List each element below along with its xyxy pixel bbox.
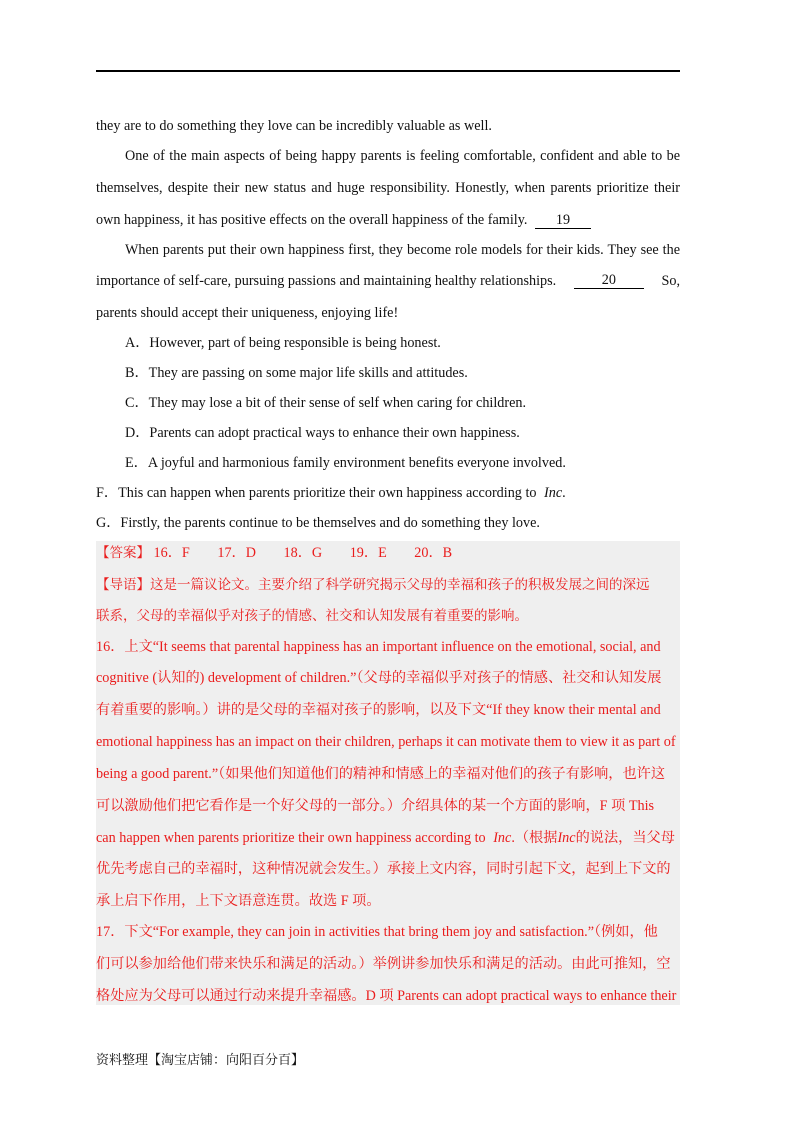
explain16-text: can happen when parents prioritize their own happiness according to <box>96 830 486 846</box>
explain16-line9: 承上启下作用，上下文语意连贯。故选 F 项。 <box>96 893 381 909</box>
header-rule <box>96 70 680 72</box>
explain16-source: Inc <box>493 830 512 846</box>
explain16-text: 的说法，当父母 <box>575 830 675 846</box>
passage-para2-line3 <box>96 212 680 229</box>
option-d: D．Parents can adopt practical ways to enhance their own happiness. <box>125 425 520 441</box>
explain17-line1: 17．下文“For example, they can join in activities that bring them joy and satisfaction.”（例如，他 <box>96 924 658 940</box>
guide-line2: 联系，父母的幸福似乎对孩子的情感、社交和认知发展有着重要的影响。 <box>96 608 528 624</box>
guide-text: 这是一篇议论文。主要介绍了科学研究揭示父母的幸福和孩子的积极发展之间的深远 <box>150 577 650 593</box>
passage-text: importance of self-care, pursuing passions and maintaining healthy relationships. <box>96 273 557 289</box>
passage-text: own happiness, it has positive effects on the overall happiness of the family. <box>96 212 528 228</box>
answer-19: 19．E <box>349 545 387 561</box>
explain16-line1: 16．上文“It seems that parental happiness has an important influence on the emotional, social, and <box>96 639 661 655</box>
option-f-source: Inc <box>544 485 563 501</box>
explain16-source: Inc <box>557 830 576 846</box>
explain16-line6: 可以激励他们把它看作是一个好父母的一部分。）介绍具体的某一个方面的影响，F 项 This <box>96 798 655 814</box>
passage-para2-line1: One of the main aspects of being happy parents is feeling comfortable, confident and able to be <box>125 148 680 164</box>
explain16-text: .（根据 <box>511 830 558 846</box>
passage-line: they are to do something they love can be incredibly valuable as well. <box>96 118 492 134</box>
answer-line <box>96 545 680 561</box>
option-e: E．A joyful and harmonious family environment benefits everyone involved. <box>125 455 566 471</box>
footer-source: 资料整理【淘宝店铺：向阳百分百】 <box>96 1053 305 1068</box>
guide-tag: 【导语】 <box>96 577 150 593</box>
explain16-line2: cognitive (认知的) development of children.”（父母的幸福似乎对孩子的情感、社交和认知发展 <box>96 670 662 686</box>
explain16-line5: being a good parent.”（如果他们知道他们的精神和情感上的幸福对他们的孩子有影响，也许这 <box>96 766 666 782</box>
option-g: G．Firstly, the parents continue to be themselves and do something they love. <box>96 515 540 531</box>
explain16-line8: 优先考虑自己的幸福时，这种情况就会发生。）承接上文内容，同时引起下文，起到上下文的 <box>96 861 671 877</box>
option-c: C．They may lose a bit of their sense of self when caring for children. <box>125 395 527 411</box>
option-b: B．They are passing on some major life skills and attitudes. <box>125 365 468 381</box>
answer-17: 17．D <box>217 545 256 561</box>
explain17-line3: 格处应为父母可以通过行动来提升幸福感。D 项 Parents can adopt practical ways to enhance their <box>96 988 677 1004</box>
answer-18: 18．G <box>283 545 323 561</box>
option-a: A．However, part of being responsible is being honest. <box>125 335 441 351</box>
option-f <box>96 485 680 501</box>
passage-text: So, <box>661 273 680 289</box>
explain16-line3: 有着重要的影响。）讲的是父母的幸福对孩子的影响，以及下文“If they know their mental and <box>96 702 661 718</box>
option-f-text: F．This can happen when parents prioritize their own happiness according to <box>96 485 537 501</box>
blank-20: 20 <box>574 273 644 289</box>
passage-para3-line1: When parents put their own happiness first, they become role models for their kids. They see the <box>125 242 680 258</box>
answer-tag: 【答案】 <box>96 545 150 561</box>
passage-para2-line2: themselves, despite their new status and huge responsibility. Honestly, when parents prioritize their <box>96 180 680 196</box>
explain17-line2: 们可以参加给他们带来快乐和满足的活动。）举例讲参加快乐和满足的活动。由此可推知，空 <box>96 956 671 972</box>
explain16-line4: emotional happiness has an impact on their children, perhaps it can motivate them to view it as part of <box>96 734 676 750</box>
answer-20: 20．B <box>414 545 453 561</box>
guide-line1 <box>96 577 680 593</box>
explain16-line7 <box>96 830 680 846</box>
passage-para3-line2 <box>96 273 680 289</box>
answer-16: 16．F <box>153 545 190 561</box>
passage-para3-line3: parents should accept their uniqueness, enjoying life! <box>96 305 399 321</box>
option-f-period: . <box>562 485 566 501</box>
blank-19: 19 <box>535 213 591 229</box>
